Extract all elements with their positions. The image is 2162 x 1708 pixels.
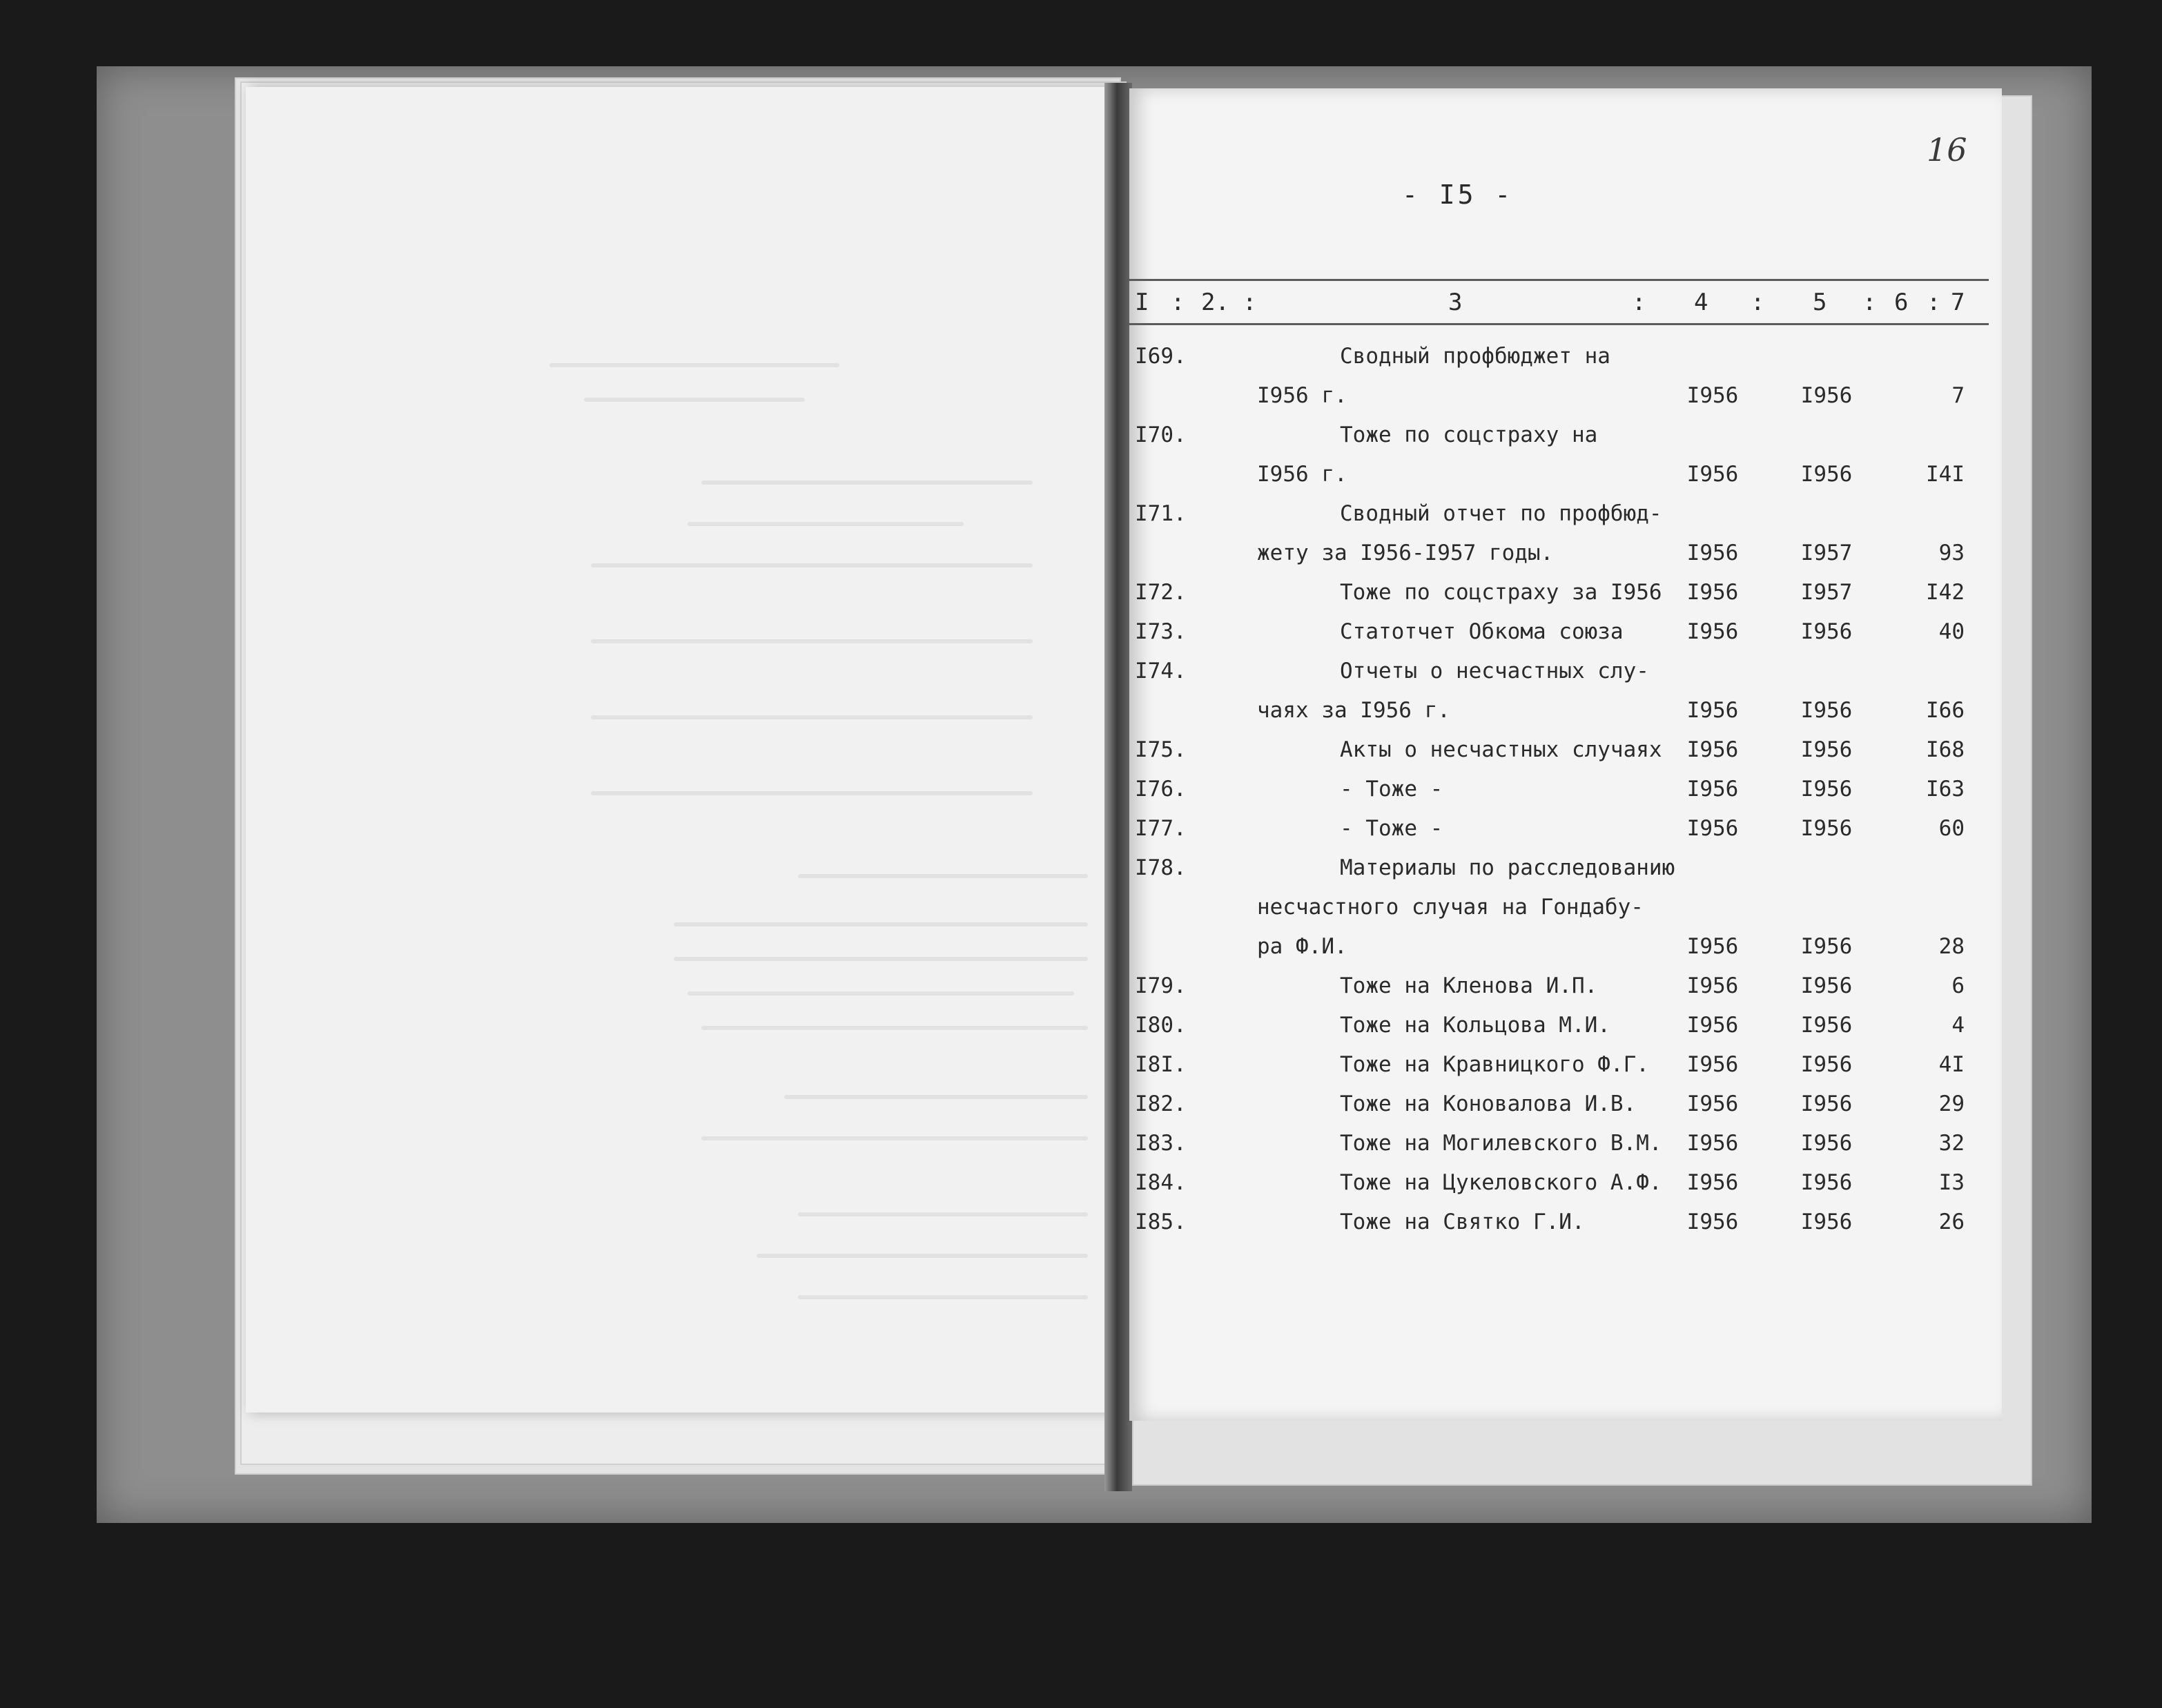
end-year: I956 [1800,383,1853,408]
table-row [1129,809,2002,848]
table-row [1129,967,2002,1006]
bleed-through-line [688,522,964,526]
end-year: I956 [1800,619,1853,644]
row-number: I74. [1135,659,1187,683]
row-number: I72. [1135,580,1187,605]
row-number: I73. [1135,619,1187,644]
row-number: I77. [1135,816,1187,841]
table-row [1129,691,2002,730]
bleed-through-line [757,1254,1088,1258]
end-year: I956 [1800,698,1853,723]
row-title: ра Ф.И. [1257,934,1347,959]
row-title: - Тоже - [1340,777,1443,802]
row-number: I78. [1135,855,1187,880]
end-year: I956 [1800,1131,1853,1156]
row-title: I956 г. [1257,462,1347,487]
end-year: I956 [1800,816,1853,841]
start-year: I956 [1686,934,1739,959]
start-year: I956 [1686,973,1739,998]
table-row [1129,534,2002,573]
row-title: Тоже на Святко Г.И. [1340,1210,1585,1234]
row-title: несчастного случая на Гондабу- [1257,895,1644,920]
start-year: I956 [1686,383,1739,408]
page-number: - I5 - [1402,179,1514,210]
start-year: I956 [1686,1170,1739,1195]
bleed-through-line [701,1136,1088,1141]
start-year: I956 [1686,737,1739,762]
inventory-rows [1129,337,2002,1242]
column-separator: : [1632,289,1646,316]
row-title: Тоже на Могилевского В.М. [1340,1131,1662,1156]
end-year: I956 [1800,777,1853,802]
bleed-through-line [591,639,1033,643]
row-title: Тоже по соцстраху за I956 [1340,580,1662,605]
row-number: I8I. [1135,1052,1187,1077]
row-number: I75. [1135,737,1187,762]
row-title: Тоже по соцстраху на [1340,423,1598,447]
row-title: Тоже на Цукеловского А.Ф. [1340,1170,1662,1195]
end-year: I956 [1800,737,1853,762]
start-year: I956 [1686,777,1739,802]
archive-sheet-number: 16 [1927,131,1967,168]
row-title: - Тоже - [1340,816,1443,841]
row-number: I70. [1135,423,1187,447]
row-title: Тоже на Кольцова М.И. [1340,1013,1610,1038]
bleed-through-line [701,1026,1088,1030]
table-row [1129,770,2002,809]
start-year: I956 [1686,1052,1739,1077]
row-title: Тоже на Кравницкого Ф.Г. [1340,1052,1649,1077]
table-row [1129,1124,2002,1163]
sheet-count: I66 [1926,698,1965,723]
sheet-count: 26 [1938,1210,1965,1234]
row-number: I79. [1135,973,1187,998]
column-header: 2. [1201,289,1229,316]
header-rule-top [1126,279,1989,281]
table-row [1129,1163,2002,1203]
end-year: I957 [1800,541,1853,565]
end-year: I956 [1800,1091,1853,1116]
bleed-through-line [591,563,1033,567]
column-separator: : [1927,289,1941,316]
sheet-count: I42 [1926,580,1965,605]
row-title: Отчеты о несчастных слу- [1340,659,1649,683]
table-row [1129,927,2002,967]
row-number: I76. [1135,777,1187,802]
sheet-count: 6 [1951,973,1965,998]
sheet-count: 32 [1938,1131,1965,1156]
bleed-through-line [798,1212,1088,1216]
sheet-count: 93 [1938,541,1965,565]
sheet-count: I63 [1926,777,1965,802]
bleed-through-line [674,922,1088,926]
start-year: I956 [1686,1091,1739,1116]
end-year: I957 [1800,580,1853,605]
row-number: I71. [1135,501,1187,526]
table-row [1129,730,2002,770]
bleed-through-line [591,715,1033,719]
row-title: I956 г. [1257,383,1347,408]
end-year: I956 [1800,973,1853,998]
end-year: I956 [1800,1013,1853,1038]
right-page [1129,88,2002,1421]
sheet-count: 4I [1938,1052,1965,1077]
column-header: 7 [1951,289,1965,316]
table-row [1129,494,2002,534]
start-year: I956 [1686,580,1739,605]
column-separator: : [1862,289,1877,316]
start-year: I956 [1686,619,1739,644]
sheet-count: I3 [1938,1170,1965,1195]
row-number: I69. [1135,344,1187,369]
row-title: жету за I956-I957 годы. [1257,541,1554,565]
bleed-through-line [688,991,1074,996]
bleed-through-line [798,874,1088,878]
row-title: Акты о несчастных случаях [1340,737,1662,762]
row-title: Материалы по расследованию [1340,855,1675,880]
start-year: I956 [1686,462,1739,487]
table-row [1129,376,2002,416]
table-row [1129,455,2002,494]
column-header: 5 [1813,289,1827,316]
row-number: I80. [1135,1013,1187,1038]
bleed-through-line [784,1095,1088,1099]
sheet-count: I4I [1926,462,1965,487]
sheet-count: 4 [1951,1013,1965,1038]
column-header: 4 [1694,289,1708,316]
row-title: чаях за I956 г. [1257,698,1450,723]
end-year: I956 [1800,1170,1853,1195]
end-year: I956 [1800,1210,1853,1234]
start-year: I956 [1686,1131,1739,1156]
column-separator: : [1751,289,1765,316]
sheet-count: 29 [1938,1091,1965,1116]
column-header: 3 [1448,289,1463,316]
column-header: 6 [1894,289,1909,316]
table-row [1129,416,2002,455]
bleed-through-line [798,1295,1088,1299]
table-row [1129,337,2002,376]
row-title: Тоже на Кленова И.П. [1340,973,1598,998]
table-row [1129,1045,2002,1085]
sheet-count: 60 [1938,816,1965,841]
table-row [1129,1085,2002,1124]
table-row [1129,1006,2002,1045]
sheet-count: 40 [1938,619,1965,644]
left-page-blank [246,87,1116,1413]
row-number: I85. [1135,1210,1187,1234]
table-row [1129,1203,2002,1242]
row-title: Сводный профбюджет на [1340,344,1610,369]
row-title: Статотчет Обкома союза [1340,619,1624,644]
bleed-through-line [701,481,1033,485]
column-header-row [1129,289,2002,319]
end-year: I956 [1800,462,1853,487]
table-row [1129,612,2002,652]
row-title: Сводный отчет по профбюд- [1340,501,1662,526]
end-year: I956 [1800,934,1853,959]
table-row [1129,573,2002,612]
start-year: I956 [1686,1210,1739,1234]
bleed-through-line [584,398,805,402]
sheet-count: 7 [1951,383,1965,408]
table-row [1129,848,2002,888]
start-year: I956 [1686,541,1739,565]
end-year: I956 [1800,1052,1853,1077]
column-separator: : [1243,289,1257,316]
bleed-through-line [549,363,839,367]
sheet-count: 28 [1938,934,1965,959]
column-separator: : [1171,289,1185,316]
bleed-through-line [674,957,1088,961]
start-year: I956 [1686,698,1739,723]
book-spine [1104,83,1132,1491]
header-rule-bottom [1126,323,1989,325]
row-number: I84. [1135,1170,1187,1195]
column-header: I [1135,289,1149,316]
start-year: I956 [1686,1013,1739,1038]
row-number: I82. [1135,1091,1187,1116]
start-year: I956 [1686,816,1739,841]
bleed-through-line [591,791,1033,795]
sheet-count: I68 [1926,737,1965,762]
table-row [1129,652,2002,691]
row-title: Тоже на Коновалова И.В. [1340,1091,1637,1116]
row-number: I83. [1135,1131,1187,1156]
table-row [1129,888,2002,927]
